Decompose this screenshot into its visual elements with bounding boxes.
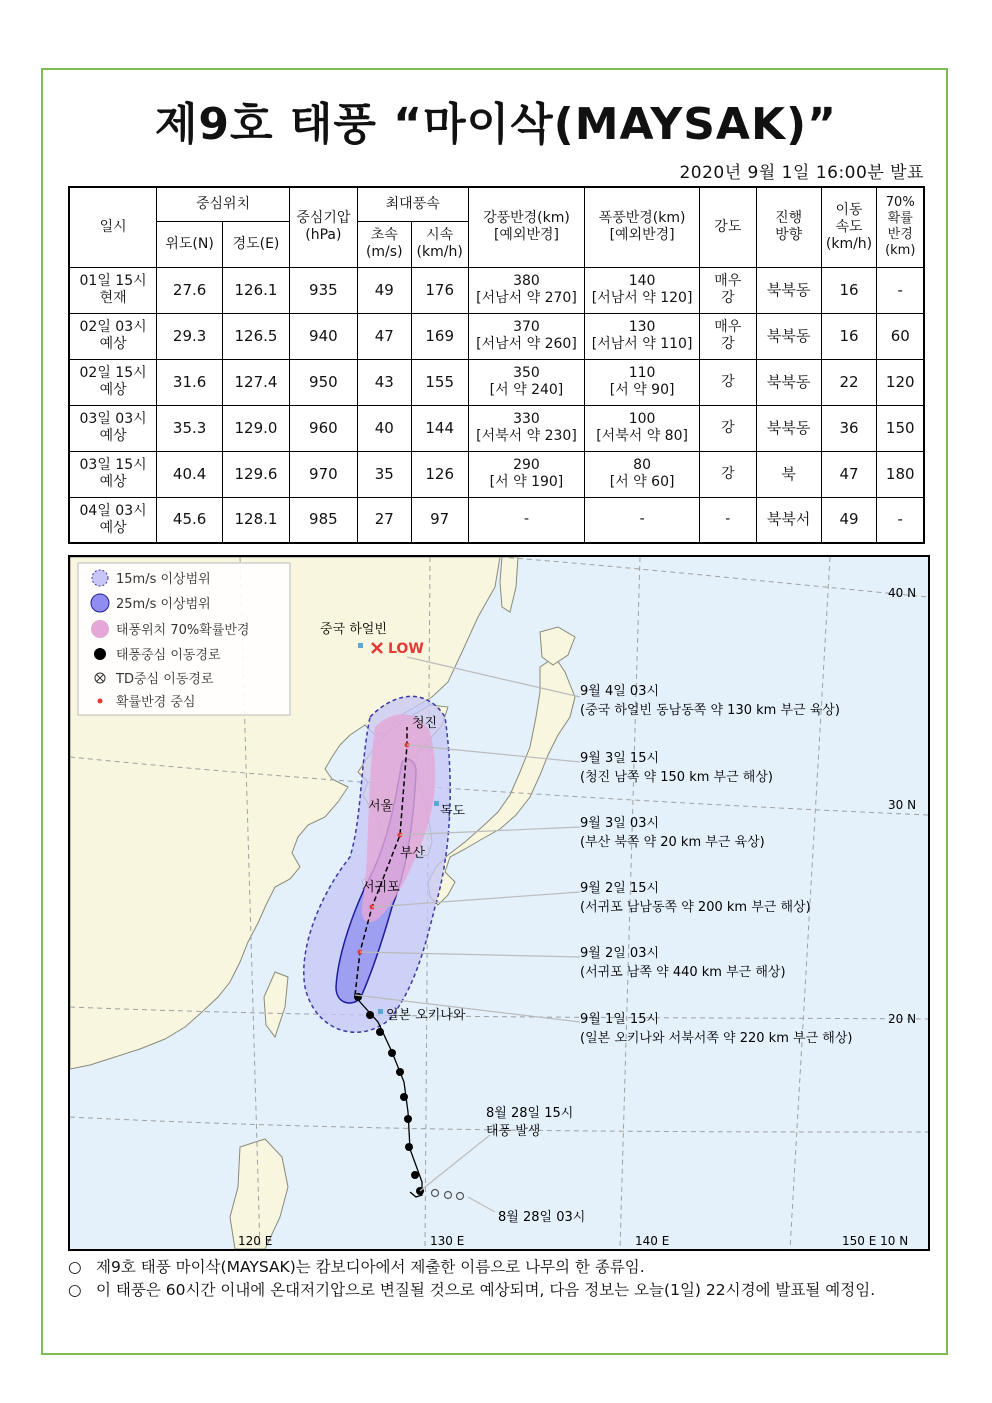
- cell-ms: 49: [357, 267, 411, 313]
- cell-kmh: 144: [411, 405, 468, 451]
- header-datetime: 일시: [69, 187, 157, 267]
- cell-datetime: 02일 03시 예상: [69, 313, 157, 359]
- cell-prob: -: [877, 497, 924, 543]
- note-bullet: ○: [68, 1281, 82, 1299]
- cell-gale: 370 [서남서 약 260]: [468, 313, 585, 359]
- cell-kmh: 169: [411, 313, 468, 359]
- legend-item: 15m/s 이상범위: [116, 572, 211, 587]
- label-harbin: 중국 하얼빈: [320, 622, 387, 637]
- cell-storm: 130 [서남서 약 110]: [585, 313, 700, 359]
- legend-item: 태풍중심 이동경로: [116, 648, 221, 663]
- forecast-table: [68, 186, 925, 544]
- cell-datetime: 01일 15시 현재: [69, 267, 157, 313]
- label-busan: 부산: [400, 846, 426, 861]
- table-row: [69, 405, 924, 451]
- cell-speed: 22: [821, 359, 877, 405]
- legend-item: TD중심 이동경로: [116, 672, 214, 687]
- header-direction: 진행 방향: [756, 187, 821, 267]
- genesis-time: 8월 28일 15시: [486, 1106, 574, 1121]
- cell-storm: -: [585, 497, 700, 543]
- annotation-time: 9월 3일 03시: [580, 816, 660, 831]
- cell-speed: 36: [821, 405, 877, 451]
- annotation-time: 9월 1일 15시: [580, 1012, 660, 1027]
- city-marker: [358, 643, 363, 648]
- annotation-desc: (중국 하얼빈 동남동쪽 약 130 km 부근 육상): [580, 703, 840, 718]
- legend-typhoon-icon: [94, 648, 106, 660]
- cell-lon: 129.0: [223, 405, 290, 451]
- cell-prob: 60: [877, 313, 924, 359]
- label-lat40: 40 N: [888, 586, 917, 600]
- header-center: 중심위치: [157, 187, 290, 221]
- cell-pressure: 960: [289, 405, 357, 451]
- cell-gale: 350 [서 약 240]: [468, 359, 585, 405]
- header-ms: 초속 (m/s): [357, 221, 411, 267]
- cell-ms: 43: [357, 359, 411, 405]
- cell-gale: 380 [서남서 약 270]: [468, 267, 585, 313]
- cell-pressure: 985: [289, 497, 357, 543]
- table-row: [69, 497, 924, 543]
- header-speed: 이동 속도 (km/h): [821, 187, 877, 267]
- map-legend: [78, 563, 290, 715]
- header-gale-radius: 강풍반경(km) [예외반경]: [468, 187, 585, 267]
- cell-lat: 31.6: [157, 359, 223, 405]
- cell-prob: -: [877, 267, 924, 313]
- cell-intensity: 매우 강: [699, 267, 756, 313]
- cell-gale: 290 [서 약 190]: [468, 451, 585, 497]
- cell-datetime: 03일 15시 예상: [69, 451, 157, 497]
- start-time: 8월 28일 03시: [498, 1210, 586, 1225]
- table-row: [69, 359, 924, 405]
- cell-lon: 129.6: [223, 451, 290, 497]
- city-marker: [434, 801, 439, 806]
- header-storm-radius: 폭풍반경(km) [예외반경]: [585, 187, 700, 267]
- cell-direction: 북북동: [756, 405, 821, 451]
- note-text: 이 태풍은 60시간 이내에 온대저기압으로 변질될 것으로 예상되며, 다음 정보는 오늘(1일) 22시경에 발표될 예정임.: [96, 1281, 876, 1299]
- annotation-desc: (서귀포 남남동쪽 약 200 km 부근 해상): [580, 900, 811, 915]
- label-seogwipo: 서귀포: [362, 880, 400, 895]
- header-prob-radius: 70% 확률 반경 (km): [877, 187, 924, 267]
- genesis-desc: 태풍 발생: [486, 1124, 541, 1139]
- cell-ms: 47: [357, 313, 411, 359]
- cell-gale: -: [468, 497, 585, 543]
- cell-storm: 100 [서북서 약 80]: [585, 405, 700, 451]
- note-bullet: ○: [68, 1258, 82, 1276]
- cell-direction: 북북서: [756, 497, 821, 543]
- cell-intensity: 강: [699, 405, 756, 451]
- note-text: 제9호 태풍 마이삭(MAYSAK)는 캄보디아에서 제출한 이름으로 나무의 한 종류임.: [96, 1258, 645, 1276]
- cell-prob: 180: [877, 451, 924, 497]
- legend-wind15-icon: [92, 570, 108, 586]
- cell-storm: 80 [서 약 60]: [585, 451, 700, 497]
- cell-intensity: 매우 강: [699, 313, 756, 359]
- label-lon150: 150 E 10 N: [842, 1234, 909, 1248]
- page-title: 제9호 태풍 “마이삭(MAYSAK)”: [154, 99, 838, 150]
- typhoon-track-map: [68, 555, 930, 1251]
- legend-item: 태풍위치 70%확률반경: [116, 623, 250, 638]
- cell-datetime: 02일 15시 예상: [69, 359, 157, 405]
- label-lat30: 30 N: [888, 798, 917, 812]
- annotation-time: 9월 3일 15시: [580, 751, 660, 766]
- cell-ms: 40: [357, 405, 411, 451]
- table-row: [69, 267, 924, 313]
- cell-lon: 127.4: [223, 359, 290, 405]
- header-lon: 경도(E): [223, 221, 290, 267]
- label-lat20: 20 N: [888, 1012, 917, 1026]
- cell-pressure: 940: [289, 313, 357, 359]
- annotation-desc: (부산 북쪽 약 20 km 부근 육상): [580, 835, 765, 850]
- cell-lon: 126.1: [223, 267, 290, 313]
- annotation-desc: (서귀포 남쪽 약 440 km 부근 해상): [580, 965, 786, 980]
- annotation-time: 9월 4일 03시: [580, 684, 660, 699]
- cell-direction: 북: [756, 451, 821, 497]
- cell-prob: 120: [877, 359, 924, 405]
- header-pressure: 중심기압 (hPa): [289, 187, 357, 267]
- cell-pressure: 935: [289, 267, 357, 313]
- city-marker: [378, 1009, 383, 1014]
- issue-time: 2020년 9월 1일 16:00분 발표: [679, 163, 924, 183]
- cell-direction: 북북동: [756, 267, 821, 313]
- cell-lat: 35.3: [157, 405, 223, 451]
- cell-kmh: 176: [411, 267, 468, 313]
- label-seoul: 서울: [368, 799, 394, 814]
- cell-ms: 27: [357, 497, 411, 543]
- cell-storm: 140 [서남서 약 120]: [585, 267, 700, 313]
- cell-pressure: 950: [289, 359, 357, 405]
- legend-item: 확률반경 중심: [116, 695, 196, 710]
- annotation-desc: (청진 남쪽 약 150 km 부근 해상): [580, 770, 773, 785]
- cell-speed: 49: [821, 497, 877, 543]
- cell-speed: 16: [821, 267, 877, 313]
- note-item: [68, 1279, 926, 1302]
- cell-kmh: 97: [411, 497, 468, 543]
- header-kmh: 시속 (km/h): [411, 221, 468, 267]
- cell-lat: 45.6: [157, 497, 223, 543]
- cell-gale: 330 [서북서 약 230]: [468, 405, 585, 451]
- cell-lat: 27.6: [157, 267, 223, 313]
- header-intensity: 강도: [699, 187, 756, 267]
- cell-speed: 47: [821, 451, 877, 497]
- label-lon120: 120 E: [238, 1234, 273, 1248]
- legend-item: 25m/s 이상범위: [116, 597, 211, 612]
- table-row: [69, 451, 924, 497]
- cell-kmh: 126: [411, 451, 468, 497]
- table-row: [69, 313, 924, 359]
- note-item: [68, 1256, 926, 1279]
- cell-prob: 150: [877, 405, 924, 451]
- cell-lat: 40.4: [157, 451, 223, 497]
- cell-intensity: -: [699, 497, 756, 543]
- header-lat: 위도(N): [157, 221, 223, 267]
- cell-kmh: 155: [411, 359, 468, 405]
- header-maxwind: 최대풍속: [357, 187, 468, 221]
- annotation-desc: (일본 오키나와 서북서쪽 약 220 km 부근 해상): [580, 1031, 853, 1046]
- label-chongjin: 청진: [412, 716, 438, 731]
- label-lon130: 130 E: [430, 1234, 465, 1248]
- cell-direction: 북북동: [756, 359, 821, 405]
- cell-storm: 110 [서 약 90]: [585, 359, 700, 405]
- label-low: LOW: [388, 641, 424, 657]
- cell-pressure: 970: [289, 451, 357, 497]
- cell-speed: 16: [821, 313, 877, 359]
- cell-intensity: 강: [699, 451, 756, 497]
- annotation-time: 9월 2일 15시: [580, 881, 660, 896]
- cell-datetime: 04일 03시 예상: [69, 497, 157, 543]
- cell-ms: 35: [357, 451, 411, 497]
- cell-lon: 126.5: [223, 313, 290, 359]
- label-lon140: 140 E: [635, 1234, 670, 1248]
- cell-lat: 29.3: [157, 313, 223, 359]
- label-okinawa: 일본 오키나와: [386, 1008, 466, 1023]
- label-dokdo: 독도: [440, 804, 466, 819]
- notes: [68, 1256, 926, 1302]
- legend-wind25-icon: [91, 594, 109, 612]
- legend-center-icon: [98, 699, 103, 704]
- cell-datetime: 03일 03시 예상: [69, 405, 157, 451]
- cell-direction: 북북동: [756, 313, 821, 359]
- cell-intensity: 강: [699, 359, 756, 405]
- cell-lon: 128.1: [223, 497, 290, 543]
- annotation-time: 9월 2일 03시: [580, 946, 660, 961]
- legend-prob70-icon: [91, 620, 109, 638]
